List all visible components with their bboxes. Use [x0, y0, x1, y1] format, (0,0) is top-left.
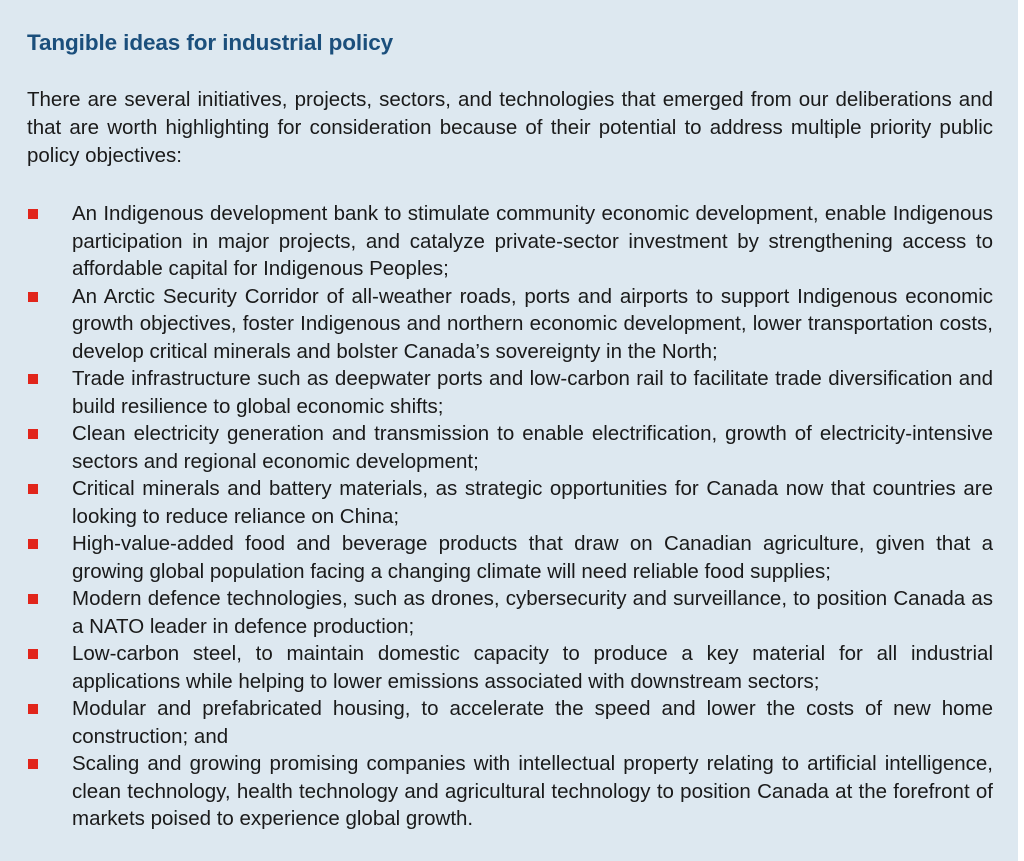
red-square-bullet-icon — [28, 209, 38, 219]
list-item-text: Clean electricity generation and transmission to enable electrification, growth of electricity-intensive sectors and regional economic development; — [72, 422, 993, 473]
list-item-text: An Indigenous development bank to stimulate community economic development, enable Indigenous participation in major projects, and catalyze private-sector investment by strengthening access to affordable capital for Indigenous Peoples; — [72, 202, 993, 280]
red-square-bullet-icon — [28, 429, 38, 439]
list-item-text: An Arctic Security Corridor of all-weather roads, ports and airports to support Indigenous economic growth objectives, foster Indigenous and northern economic development, lower transportation costs, develop critical minerals and bolster Canada’s sovereignty in the North; — [72, 284, 993, 363]
list-item-text: Trade infrastructure such as deepwater ports and low-carbon rail to facilitate trade diversification and build resilience to global economic shifts; — [72, 367, 993, 418]
list-item — [27, 585, 993, 640]
list-item-text: Scaling and growing promising companies with intellectual property relating to artificial intelligence, clean technology, health technology and agricultural technology to position Canada at the forefront of markets poised to experience global growth. — [72, 752, 993, 830]
list-item-text: Critical minerals and battery materials, as strategic opportunities for Canada now that countries are looking to reduce reliance on China; — [72, 477, 993, 528]
red-square-bullet-icon — [28, 759, 38, 769]
list-item — [27, 283, 993, 366]
ideas-list — [27, 200, 993, 833]
list-item — [27, 200, 993, 283]
red-square-bullet-icon — [28, 704, 38, 714]
red-square-bullet-icon — [28, 484, 38, 494]
list-item — [27, 530, 993, 585]
panel-title: Tangible ideas for industrial policy — [27, 30, 394, 55]
list-item — [27, 695, 993, 750]
list-item-text: Modular and prefabricated housing, to accelerate the speed and lower the costs of new home construction; and — [72, 697, 993, 748]
list-item-text: Modern defence technologies, such as drones, cybersecurity and surveillance, to position Canada as a NATO leader in defence production; — [72, 587, 993, 638]
red-square-bullet-icon — [28, 292, 38, 302]
list-item-text: Low-carbon steel, to maintain domestic capacity to produce a key material for all industrial applications while helping to lower emissions associated with downstream sectors; — [72, 642, 993, 693]
list-item-text: High-value-added food and beverage products that draw on Canadian agriculture, given that a growing global population facing a changing climate will need reliable food supplies; — [72, 532, 993, 583]
intro-paragraph: There are several initiatives, projects, sectors, and technologies that emerged from our deliberations and that are worth highlighting for consideration because of their potential to address multiple priority public policy objectives: — [27, 88, 993, 167]
list-item — [27, 640, 993, 695]
list-item — [27, 365, 993, 420]
list-item — [27, 750, 993, 833]
red-square-bullet-icon — [28, 649, 38, 659]
red-square-bullet-icon — [28, 374, 38, 384]
list-item — [27, 475, 993, 530]
list-item — [27, 420, 993, 475]
red-square-bullet-icon — [28, 539, 38, 549]
red-square-bullet-icon — [28, 594, 38, 604]
